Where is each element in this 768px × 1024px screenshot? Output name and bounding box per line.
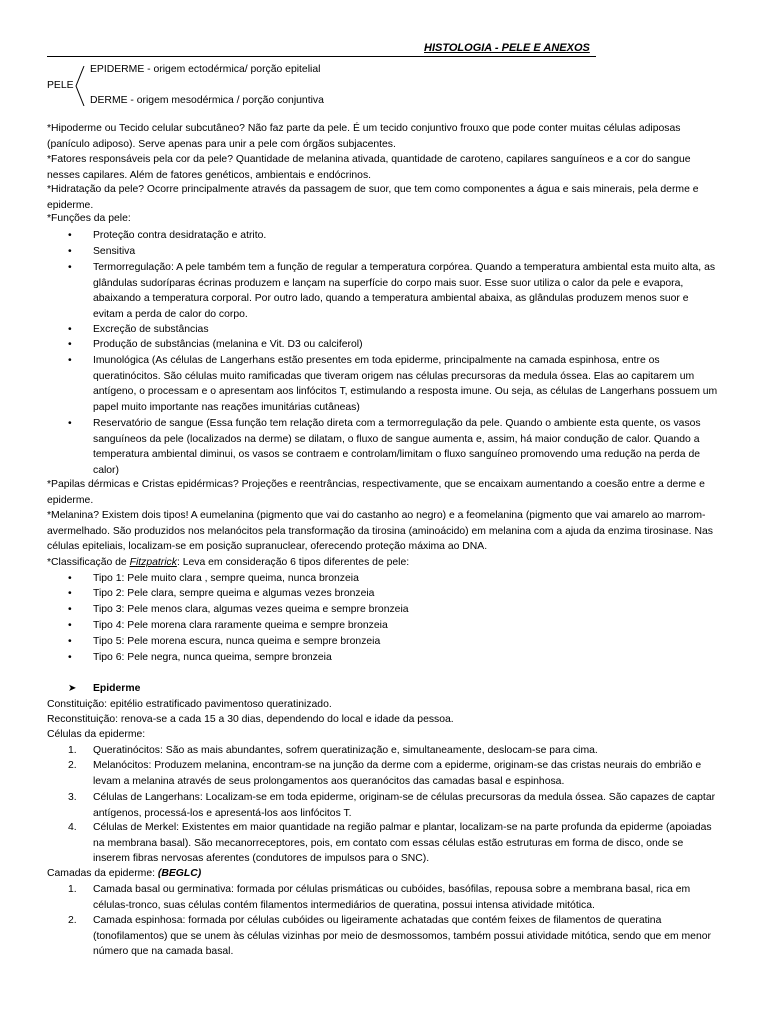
- brace-icon: [74, 66, 90, 106]
- list-item: Células de Langerhans: Localizam-se em toda epiderme, originam-se de células precursoras da medula óssea. São capazes de captar antígenos, processá-los e apresentá-los aos linfócitos T.: [93, 792, 716, 819]
- classificacao-prefix: *Classificação de: [47, 557, 130, 568]
- melanina-paragraph: *Melanina? Existem dois tipos! A eumelanina (pigmento que vai do castanho ao negro) e a feomelanina (pigmento que vai amarelo ao marrom-avermelhado. São produzidos nos melanócitos pela transformação da tirosina (aminoácido) em melanina com a ajuda da enzima tirosinase. Nas células epiteliais, localizam-se em posição supranuclear, oferecendo proteção máxima ao DNA.: [47, 510, 713, 553]
- list-item: Termorregulação: A pele também tem a função de regular a temperatura corpórea. Quando a temperatura ambiental esta muito alta, as glândulas sudoríparas écrinas produzem e lançam na superfície do corpo mais suor. Esse suor utiliza o calor da pele e evapora, abaixando a temperatura corporal. Por outro lado, quando a temperatura ambiental abaixa, as glândulas produzem menos suor e evitam a perda de calor do corpo.: [93, 262, 716, 321]
- camadas-code: (BEGLC): [157, 868, 202, 879]
- list-number: 2.: [68, 760, 77, 771]
- bullet-icon: •: [68, 230, 72, 241]
- constituicao-line: Constituição: epitélio estratificado pavimentoso queratinizado.: [47, 699, 332, 710]
- list-item: Excreção de substâncias: [93, 324, 209, 335]
- fatores-paragraph: *Fatores responsáveis pela cor da pele? Quantidade de melanina ativada, quantidade de caroteno, capilares sanguíneos e a cor do sangue nesses capilares. Além de fatores genéticos, ambientais e endócrinos.: [47, 154, 691, 181]
- list-item: Melanócitos: Produzem melanina, encontram-se na junção da derme com a epiderme, originam-se das cristas neurais do embrião e levam a melanina através de seus prolongamentos aos queranócitos das camadas basal e espinhosa.: [93, 760, 702, 787]
- arrow-bullet-icon: ➤: [68, 683, 77, 694]
- list-item: Reservatório de sangue (Essa função tem relação direta com a termorregulação da pele. Quando o ambiente esta quente, os vasos sanguíneos da pele (localizados na derme) se dilatam, o fluxo de sangue aumenta e, assim, há maior condução de calor. Quando a temperatura ambiental diminui, os vasos se contraem e controlam/limitam o fluxo sanguíneo promovendo uma redução na perda de calor): [93, 418, 701, 477]
- funcoes-title: *Funções da pele:: [47, 213, 131, 224]
- papilas-paragraph: *Papilas dérmicas e Cristas epidérmicas? Projeções e reentrâncias, respectivamente, que se encaixam aumentando a coesão entre a derme e epiderme.: [47, 479, 705, 506]
- list-item: Imunológica (As células de Langerhans estão presentes em toda epiderme, principalmente na camada espinhosa, entre os queratinócitos. São células muito ramificadas que tiveram origem nas células precursoras da medula óssea. Elas ao capitarem um antígeno, o processam e o apresentam aos linfócitos T, estimulando a resposta imune. Ou seja, as células de Langerhans possuem um papel muito importante nas reações imunitárias cutâneas): [93, 355, 718, 414]
- celulas-title: Células da epiderme:: [47, 729, 146, 740]
- list-item: Camada espinhosa: formada por células cubóides ou ligeiramente achatadas que contém feixes de filamentos de queratina (tonofilamentos) que se unem às células vizinhas por meio de desmossomos, também possui atividade mitótica, sendo que em menor número que na camada basal.: [93, 915, 711, 958]
- bullet-icon: •: [68, 636, 72, 647]
- bullet-icon: •: [68, 620, 72, 631]
- bullet-icon: •: [68, 355, 72, 366]
- bullet-icon: •: [68, 339, 72, 350]
- list-item: Tipo 6: Pele negra, nunca queima, sempre bronzeia: [93, 652, 332, 663]
- bullet-icon: •: [68, 418, 72, 429]
- camadas-title-line: [47, 866, 719, 882]
- list-item: Proteção contra desidratação e atrito.: [93, 230, 267, 241]
- camadas-title: Camadas da epiderme:: [47, 868, 158, 879]
- section-heading-epiderme: Epiderme: [93, 683, 141, 694]
- title-rule: [47, 56, 596, 57]
- bullet-icon: •: [68, 604, 72, 615]
- list-item: Tipo 5: Pele morena escura, nunca queima e sempre bronzeia: [93, 636, 381, 647]
- list-item: Células de Merkel: Existentes em maior quantidade na região palmar e plantar, localizam-se na parte profunda da epiderme (apoiadas na membrana basal). São mecanorreceptores, pois, em contato com essas células estão estruturas em forma de disco, onde se inserem fibras nervosas aferentes (condutores de impulsos para o SNC).: [93, 822, 712, 865]
- list-item: Queratinócitos: São as mais abundantes, sofrem queratinização e, simultaneamente, deslocam-se para cima.: [93, 745, 598, 756]
- list-number: 4.: [68, 822, 77, 833]
- list-number: 3.: [68, 792, 77, 803]
- list-item: Tipo 1: Pele muito clara , sempre queima, nunca bronzeia: [93, 573, 359, 584]
- list-item: Tipo 3: Pele menos clara, algumas vezes queima e sempre bronzeia: [93, 604, 409, 615]
- fitzpatrick-link: Fitzpatrick: [129, 557, 177, 568]
- pele-derme: DERME - origem mesodérmica / porção conjuntiva: [90, 95, 324, 106]
- list-item: Sensitiva: [93, 246, 136, 257]
- page-title: HISTOLOGIA - PELE E ANEXOS: [424, 42, 590, 54]
- bullet-icon: •: [68, 262, 72, 273]
- bullet-icon: •: [68, 246, 72, 257]
- pele-epiderme: EPIDERME - origem ectodérmica/ porção epitelial: [90, 64, 321, 75]
- reconstituicao-line: Reconstituição: renova-se a cada 15 a 30 dias, dependendo do local e idade da pessoa.: [47, 714, 454, 725]
- list-item: Produção de substâncias (melanina e Vit. D3 ou calciferol): [93, 339, 363, 350]
- hidratacao-paragraph: *Hidratação da pele? Ocorre principalmente através da passagem de suor, que tem como componentes a água e sais minerais, pela derme e epiderme.: [47, 184, 699, 211]
- bullet-icon: •: [68, 652, 72, 663]
- list-number: 1.: [68, 745, 77, 756]
- bullet-icon: •: [68, 573, 72, 584]
- list-number: 2.: [68, 915, 77, 926]
- list-number: 1.: [68, 884, 77, 895]
- classificacao-suffix: : Leva em consideração 6 tipos diferentes de pele:: [176, 557, 410, 568]
- classificacao-line: [47, 555, 719, 571]
- list-item: Camada basal ou germinativa: formada por células prismáticas ou cubóides, basófilas, repousa sobre a membrana basal, rica em células-tronco, suas células contém filamentos intermediários de queratina, possui intensa atividade mitótica.: [93, 884, 691, 911]
- bullet-icon: •: [68, 324, 72, 335]
- list-item: Tipo 4: Pele morena clara raramente queima e sempre bronzeia: [93, 620, 388, 631]
- bullet-icon: •: [68, 588, 72, 599]
- pele-label: PELE: [47, 80, 74, 91]
- list-item: Tipo 2: Pele clara, sempre queima e algumas vezes bronzeia: [93, 588, 375, 599]
- hipoderme-paragraph: *Hipoderme ou Tecido celular subcutâneo? Não faz parte da pele. É um tecido conjuntivo frouxo que pode conter muitas células adiposas (panículo adiposo). Serve apenas para unir a pele com órgãos subjacentes.: [47, 123, 681, 150]
